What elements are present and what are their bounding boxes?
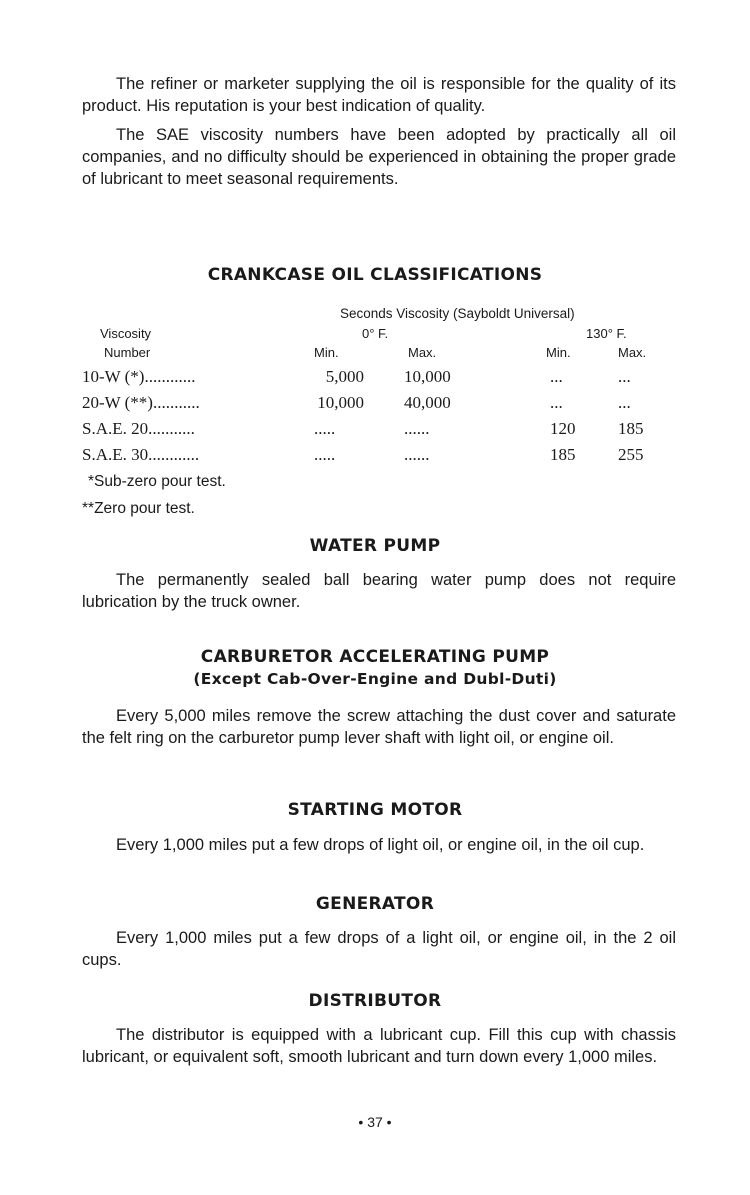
- table-row: [82, 419, 682, 443]
- cell-name: 20-W (**)...........: [82, 393, 200, 412]
- cell-max130: 185: [618, 419, 644, 438]
- cell-name: S.A.E. 20...........: [82, 419, 195, 438]
- cell-min0: .....: [314, 419, 336, 438]
- temp-0f: 0° F.: [362, 326, 389, 341]
- section-title-water-pump: WATER PUMP: [309, 536, 441, 556]
- col-label-viscosity: Viscosity: [100, 326, 152, 341]
- section-title-crankcase: CRANKCASE OIL CLASSIFICATIONS: [207, 265, 543, 285]
- paragraph: The SAE viscosity numbers have been adopted by practically all oil companies, and no difficulty should be experienced in obtaining the proper grade of lubricant to meet seasonal requirements.: [82, 126, 676, 188]
- col-label-number: Number: [104, 345, 151, 360]
- section-title-carburetor: CARBURETOR ACCELERATING PUMP: [200, 647, 550, 667]
- footnote: **Zero pour test.: [82, 500, 195, 517]
- paragraph: The permanently sealed ball bearing water pump does not require lubrication by the truck owner.: [82, 571, 676, 611]
- cell-max0: ......: [404, 445, 430, 464]
- distributor-text: [82, 1025, 676, 1068]
- cell-min0: 5,000: [325, 367, 364, 386]
- paragraph: Every 1,000 miles put a few drops of light oil, or engine oil, in the oil cup.: [116, 836, 645, 854]
- paragraph: Every 5,000 miles remove the screw attaching the dust cover and saturate the felt ring on the carburetor pump lever shaft with light oil, or engine oil.: [82, 707, 676, 747]
- cell-min0: 10,000: [317, 393, 364, 412]
- cell-min130: ...: [550, 367, 563, 386]
- table-group-header: Seconds Viscosity (Sayboldt Universal): [340, 306, 575, 321]
- cell-min130: 185: [550, 445, 576, 464]
- paragraph: Every 1,000 miles put a few drops of a light oil, or engine oil, in the 2 oil cups.: [82, 929, 676, 969]
- paragraph: The refiner or marketer supplying the oil is responsible for the quality of its product. His reputation is your best indication of quality.: [82, 75, 676, 115]
- cell-max130: 255: [618, 445, 644, 464]
- cell-max130: ...: [618, 393, 631, 412]
- col-min-130: Min.: [546, 345, 571, 360]
- cell-max0: ......: [404, 419, 430, 438]
- cell-name: S.A.E. 30............: [82, 445, 200, 464]
- cell-max0: 10,000: [404, 367, 451, 386]
- footnote: *Sub-zero pour test.: [88, 473, 226, 490]
- page-number: • 37 •: [358, 1114, 392, 1130]
- table-row: [82, 393, 682, 417]
- cell-name: 10-W (*)............: [82, 367, 196, 386]
- cell-min0: .....: [314, 445, 336, 464]
- temp-130f: 130° F.: [586, 326, 627, 341]
- starting-motor-text: [82, 835, 676, 857]
- intro-text: [82, 74, 676, 191]
- section-title-generator: GENERATOR: [315, 894, 435, 914]
- col-max-0: Max.: [408, 345, 437, 360]
- water-pump-text: [82, 570, 676, 613]
- section-title-distributor: DISTRIBUTOR: [308, 991, 442, 1011]
- cell-max130: ...: [618, 367, 631, 386]
- cell-min130: 120: [550, 419, 576, 438]
- table-row: [82, 367, 682, 391]
- cell-max0: 40,000: [404, 393, 451, 412]
- cell-min130: ...: [550, 393, 563, 412]
- col-max-130: Max.: [618, 345, 647, 360]
- section-title-starting-motor: STARTING MOTOR: [287, 800, 463, 820]
- paragraph: The distributor is equipped with a lubricant cup. Fill this cup with chassis lubricant, or equivalent soft, smooth lubricant and turn down every 1,000 miles.: [82, 1026, 676, 1066]
- carburetor-text: [82, 706, 676, 749]
- col-min-0: Min.: [314, 345, 339, 360]
- table-row: [82, 445, 682, 469]
- section-subtitle-carburetor: (Except Cab-Over-Engine and Dubl-Duti): [193, 670, 557, 688]
- generator-text: [82, 928, 676, 971]
